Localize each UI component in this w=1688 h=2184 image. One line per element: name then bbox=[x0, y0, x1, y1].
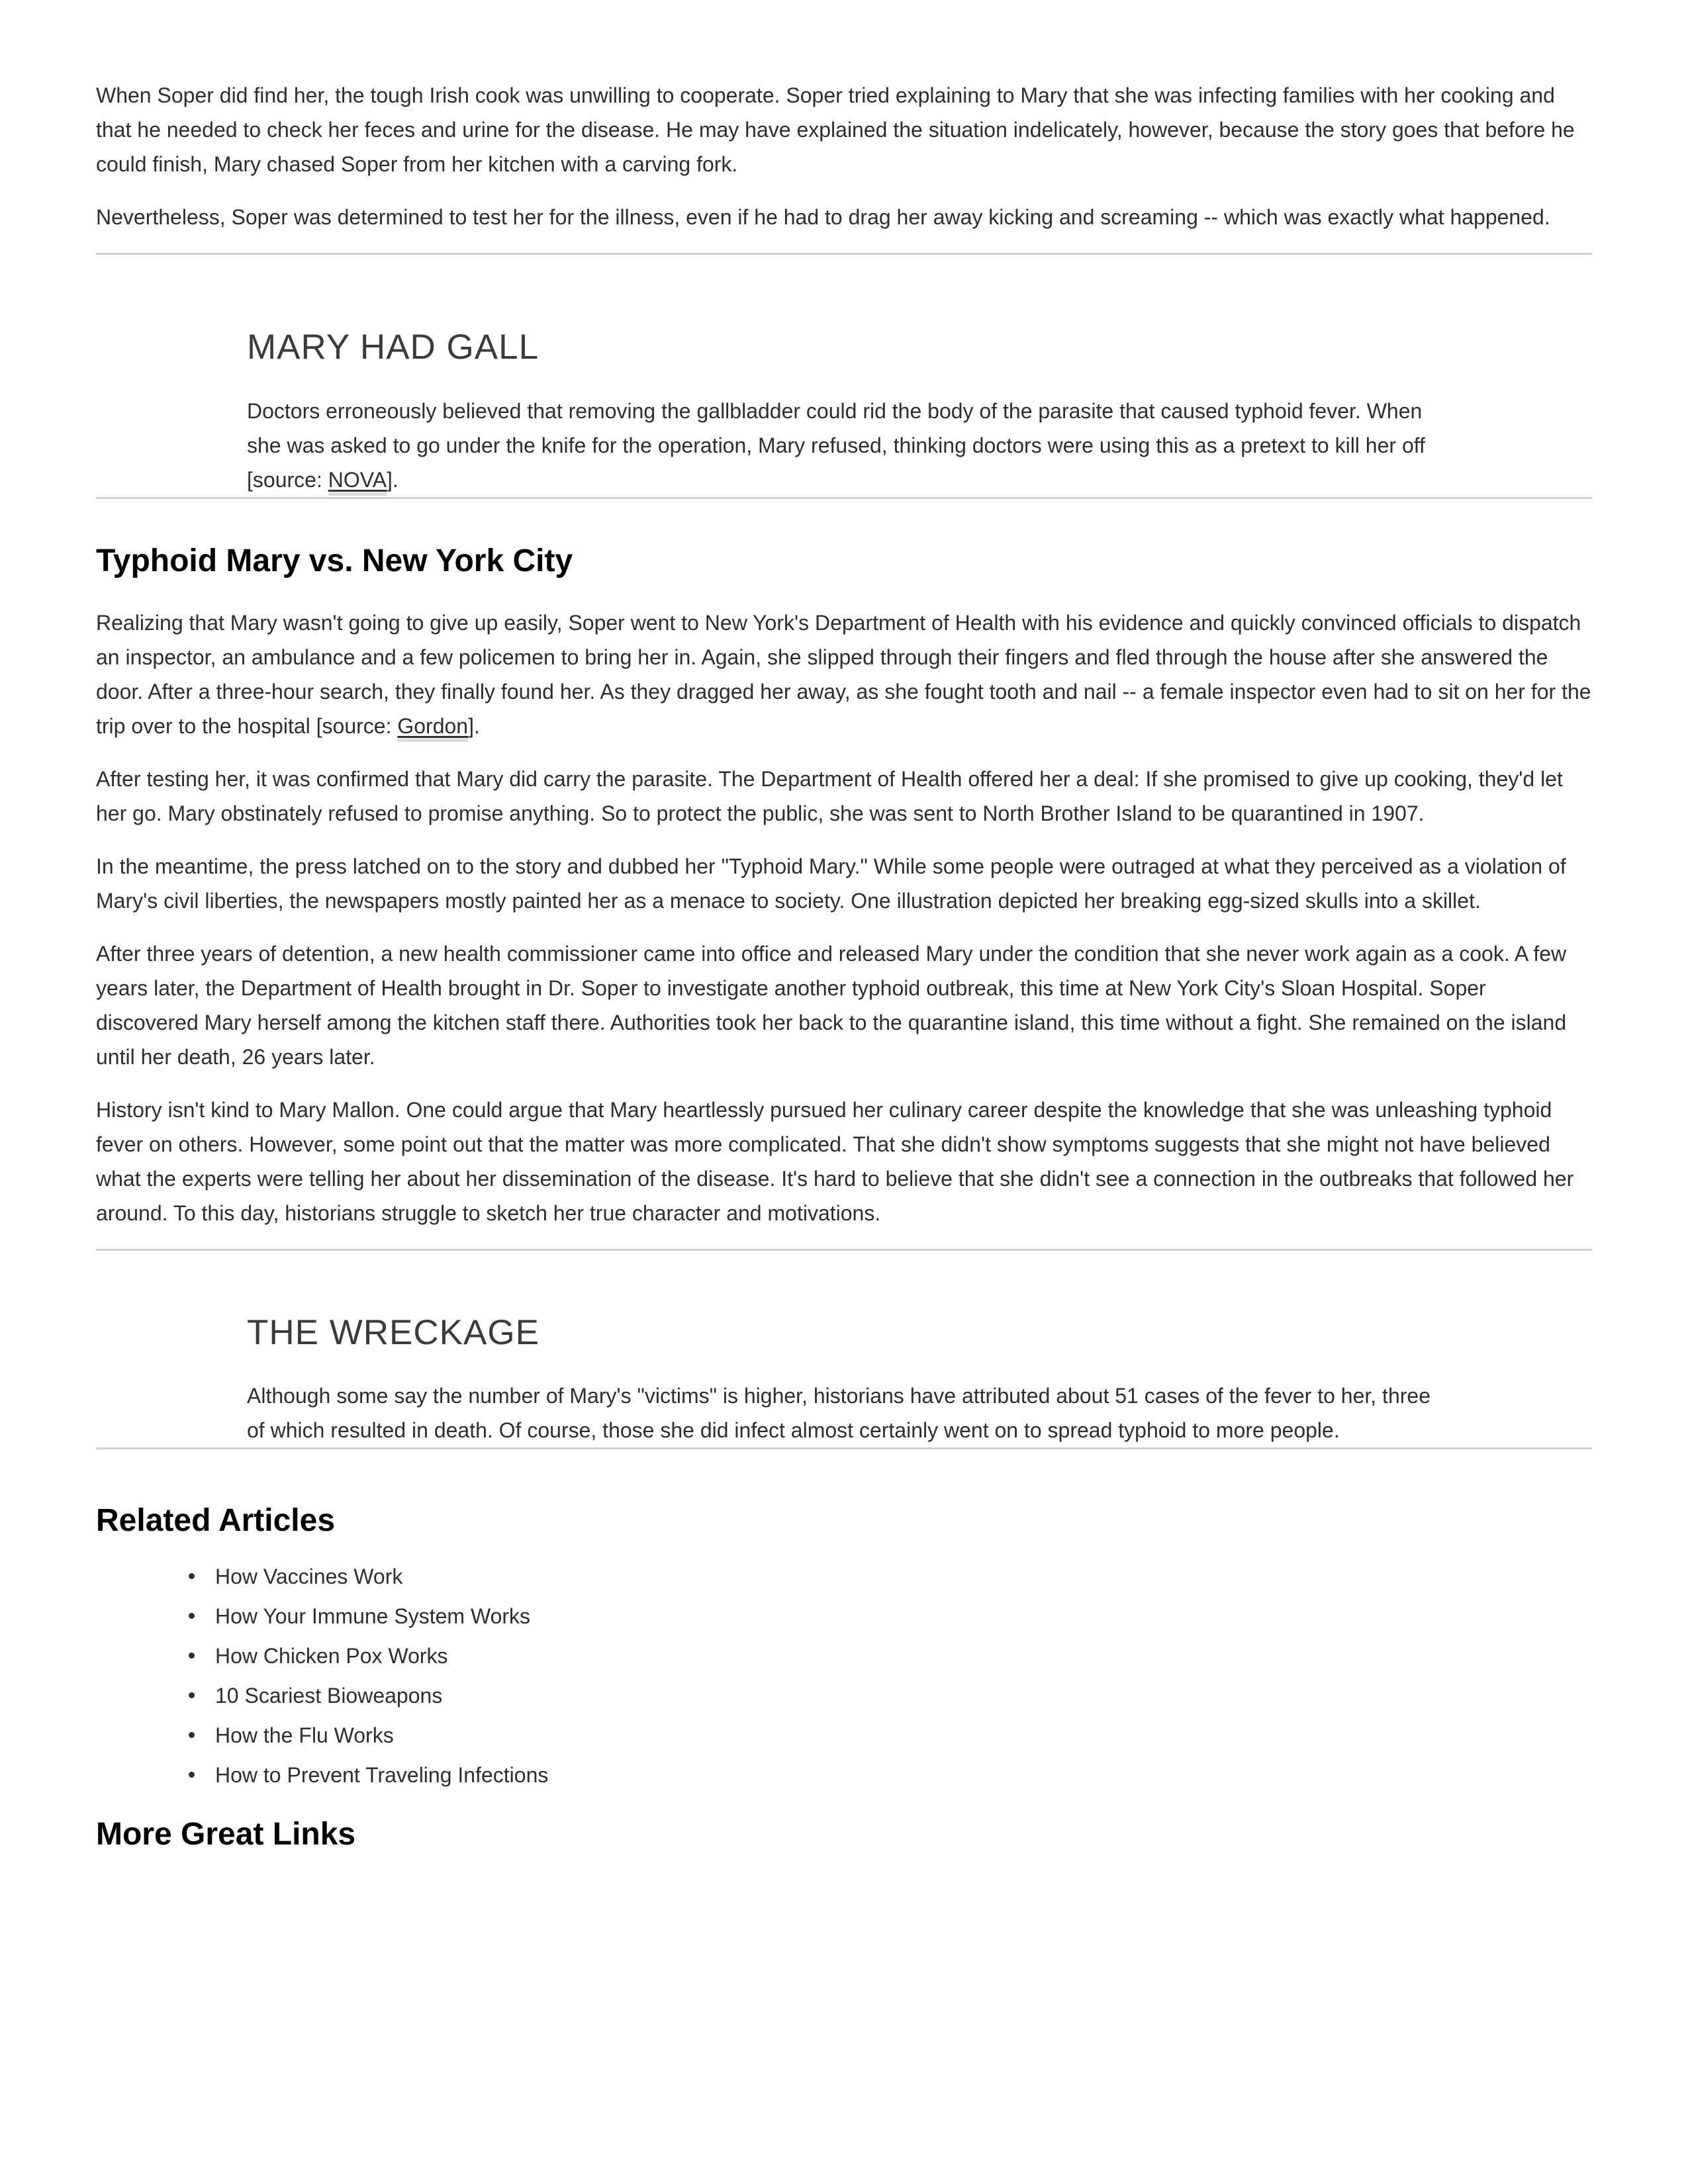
callout-text bbox=[247, 394, 1432, 497]
bullet-icon bbox=[189, 1732, 195, 1738]
divider bbox=[96, 1249, 1592, 1251]
callout-mary-had-gall bbox=[247, 329, 1432, 497]
list-item bbox=[215, 1678, 1592, 1713]
intro-paragraph-1: When Soper did find her, the tough Irish cook was unwilling to cooperate. Soper tried explaining to Mary that she was infecting families with her cooking and that he needed to check her feces and urine for the disease. He may have explained the situation indelicately, however, because the story goes that before he could finish, Mary chased Soper from her kitchen with a carving fork. bbox=[96, 83, 1575, 176]
bullet-icon bbox=[189, 1692, 195, 1698]
callout-text-after-link: ]. bbox=[387, 467, 399, 492]
more-great-links-heading: More Great Links bbox=[96, 1816, 356, 1852]
callout-the-wreckage bbox=[247, 1314, 1432, 1448]
related-article-title: 10 Scariest Bioweapons bbox=[215, 1683, 443, 1707]
callout-title: MARY HAD GALL bbox=[247, 328, 539, 367]
list-item bbox=[215, 1639, 1592, 1673]
related-articles-list bbox=[96, 1559, 1592, 1792]
related-article-title: How Vaccines Work bbox=[215, 1564, 403, 1588]
paragraph-text-before-link: Realizing that Mary wasn't going to give up easily, Soper went to New York's Department of Health with his evidence and quickly convinced officials to dispatch an inspector, an ambulance and a few policemen to bring her in. Again, she slipped through their fingers and fled through the house after she answered the door. After a three-hour search, they finally found her. As they dragged her away, as she fought tooth and nail -- a female inspector even had to sit on her for the trip over to the hospital [source: bbox=[96, 610, 1591, 738]
bullet-icon bbox=[189, 1653, 195, 1659]
list-item bbox=[215, 1599, 1592, 1633]
list-item bbox=[215, 1758, 1592, 1792]
divider bbox=[96, 253, 1592, 255]
section-paragraph-5: History isn't kind to Mary Mallon. One could argue that Mary heartlessly pursued her culinary career despite the knowledge that she was unleashing typhoid fever on others. However, some point out that the matter was more complicated. That she didn't show symptoms suggests that she might not have believed what the experts were telling her about her dissemination of the disease. It's hard to believe that she didn't see a connection in the outbreaks that followed her around. To this day, historians struggle to sketch her true character and motivations. bbox=[96, 1097, 1574, 1225]
intro-paragraph-2: Nevertheless, Soper was determined to test her for the illness, even if he had to drag her away kicking and screaming -- which was exactly what happened. bbox=[96, 205, 1550, 229]
section-paragraph-4: After three years of detention, a new health commissioner came into office and released Mary under the condition that she never work again as a cook. A few years later, the Department of Health brought in Dr. Soper to investigate another typhoid outbreak, this time at New York City's Sloan Hospital. Soper discovered Mary herself among the kitchen staff there. Authorities took her back to the quarantine island, this time without a fight. She remained on the island until her death, 26 years later. bbox=[96, 941, 1567, 1069]
section-paragraph-1 bbox=[96, 606, 1592, 743]
section-heading: Typhoid Mary vs. New York City bbox=[96, 543, 573, 578]
callout-text-before-link: Doctors erroneously believed that removing the gallbladder could rid the body of the parasite that caused typhoid fever. When she was asked to go under the knife for the operation, Mary refused, thinking doctors were using this as a pretext to kill her off [source: bbox=[247, 398, 1425, 492]
bullet-icon bbox=[189, 1613, 195, 1619]
related-article-title: How Your Immune System Works bbox=[215, 1604, 531, 1628]
callout-text: Although some say the number of Mary's "victims" is higher, historians have attributed about 51 cases of the fever to her, three of which resulted in death. Of course, those she did infect almost certainly went on to spread typhoid to more people. bbox=[247, 1384, 1430, 1443]
related-articles-heading: Related Articles bbox=[96, 1503, 336, 1539]
nova-source-link[interactable]: NOVA bbox=[328, 468, 387, 496]
divider bbox=[96, 1447, 1592, 1449]
gordon-source-link[interactable]: Gordon bbox=[397, 714, 468, 742]
list-item bbox=[215, 1718, 1592, 1752]
bullet-icon bbox=[189, 1573, 195, 1579]
related-article-title: How the Flu Works bbox=[215, 1723, 394, 1747]
related-article-title: How to Prevent Traveling Infections bbox=[215, 1762, 549, 1787]
paragraph-text-after-link: ]. bbox=[468, 713, 480, 738]
divider bbox=[96, 497, 1592, 499]
bullet-icon bbox=[189, 1772, 195, 1778]
section-paragraph-2: After testing her, it was confirmed that Mary did carry the parasite. The Department of Health offered her a deal: If she promised to give up cooking, they'd let her go. Mary obstinately refused to promise anything. So to protect the public, she was sent to North Brother Island to be quarantined in 1907. bbox=[96, 766, 1563, 825]
callout-title: THE WRECKAGE bbox=[247, 1312, 539, 1352]
related-article-title: How Chicken Pox Works bbox=[215, 1643, 448, 1668]
list-item bbox=[215, 1559, 1592, 1594]
section-paragraph-3: In the meantime, the press latched on to the story and dubbed her "Typhoid Mary." While some people were outraged at what they perceived as a violation of Mary's civil liberties, the newspapers mostly painted her as a menace to society. One illustration depicted her breaking egg-sized skulls into a skillet. bbox=[96, 854, 1566, 913]
